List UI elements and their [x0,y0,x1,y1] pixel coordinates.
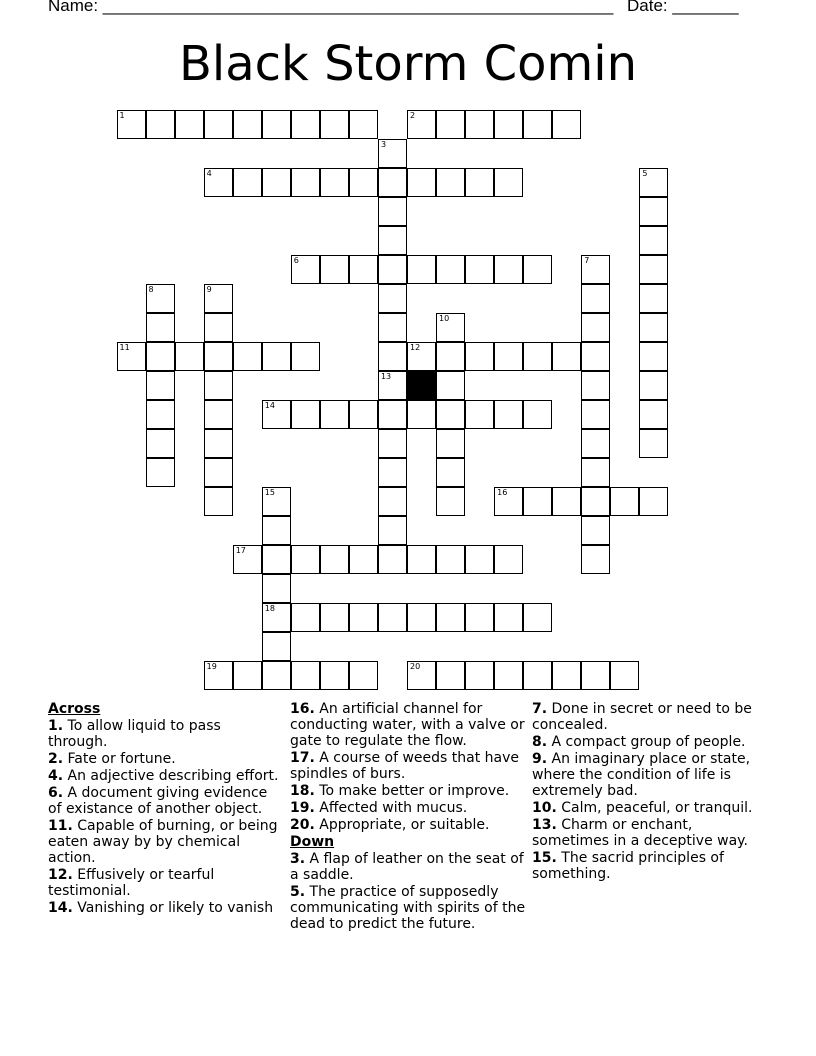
grid-cell[interactable] [581,313,610,342]
grid-cell[interactable] [494,603,523,632]
grid-cell[interactable] [146,429,175,458]
grid-cell[interactable] [233,342,262,371]
down-heading: Down [290,834,335,850]
clue-number: 2 [410,110,416,120]
grid-cell[interactable] [175,110,204,139]
grid-cell[interactable] [378,603,407,632]
grid-cell[interactable] [146,284,175,313]
across-clue: 14. Vanishing or likely to vanish [48,900,274,916]
grid-cell[interactable] [320,661,349,690]
black-square [407,371,436,400]
grid-cell[interactable] [146,313,175,342]
grid-cell[interactable] [204,661,233,690]
clue-number: 6 [293,255,299,265]
down-clue: 13. Charm or enchant, sometimes in a deceptive way. [532,817,748,849]
grid-cell[interactable] [581,342,610,371]
grid-cell[interactable] [378,516,407,545]
grid-cell[interactable] [581,661,610,690]
grid-cell[interactable] [407,342,436,371]
across-clue: 17. A course of weeds that have spindles of burs. [290,750,520,782]
grid-cell[interactable] [291,255,320,284]
grid-cell[interactable] [407,168,436,197]
down-clue: 7. Done in secret or need to be concealed. [532,701,752,733]
clue-number: 16 [497,488,508,498]
grid-cell[interactable] [436,400,465,429]
grid-cell[interactable] [436,168,465,197]
grid-cell[interactable] [436,545,465,574]
down-clue: 5. The practice of supposedly communicating with spirits of the dead to predict the future. [290,884,526,932]
grid-cell[interactable] [291,110,320,139]
grid-cell[interactable] [262,400,291,429]
grid-cell[interactable] [378,400,407,429]
grid-cell[interactable] [349,255,378,284]
grid-cell[interactable] [639,400,668,429]
grid-cell[interactable] [349,168,378,197]
grid-cell[interactable] [320,255,349,284]
across-clue: 2. Fate or fortune. [48,751,176,767]
grid-cell[interactable] [320,603,349,632]
grid-cell[interactable] [378,255,407,284]
grid-cell[interactable] [378,313,407,342]
grid-cell[interactable] [204,284,233,313]
grid-cell[interactable] [378,371,407,400]
puzzle-title: Black Storm Comin [178,36,638,92]
across-clue: 16. An artificial channel for conducting water, with a valve or gate to regulate the flow. [290,701,525,749]
grid-cell[interactable] [639,284,668,313]
grid-cell[interactable] [436,371,465,400]
grid-cell[interactable] [146,110,175,139]
grid-cell[interactable] [465,400,494,429]
grid-cell[interactable] [581,487,610,516]
grid-cell[interactable] [175,342,204,371]
grid-cell[interactable] [204,458,233,487]
grid-cell[interactable] [407,255,436,284]
grid-cell[interactable] [465,110,494,139]
grid-cell[interactable] [378,458,407,487]
grid-cell[interactable] [581,255,610,284]
across-clue: 4. An adjective describing effort. [48,768,279,784]
grid-cell[interactable] [407,661,436,690]
grid-cell[interactable] [204,313,233,342]
clue-number: 7 [584,255,590,265]
grid-cell[interactable] [117,342,146,371]
down-clue: 8. A compact group of people. [532,734,746,750]
grid-cell[interactable] [639,226,668,255]
grid-cell[interactable] [262,574,291,603]
across-clue: 18. To make better or improve. [290,783,510,799]
across-clue: 11. Capable of burning, or being eaten away by by chemical action. [48,818,278,866]
grid-cell[interactable] [407,110,436,139]
across-clue: 6. A document giving evidence of existance of another object. [48,785,268,817]
across-clue: 19. Affected with mucus. [290,800,468,816]
grid-cell[interactable] [291,342,320,371]
grid-cell[interactable] [407,400,436,429]
grid-cell[interactable] [233,110,262,139]
grid-cell[interactable] [523,661,552,690]
grid-cell[interactable] [494,342,523,371]
grid-cell[interactable] [581,516,610,545]
across-heading: Across [48,701,101,717]
grid-cell[interactable] [639,342,668,371]
grid-cell[interactable] [291,603,320,632]
grid-cell[interactable] [262,487,291,516]
grid-cell[interactable] [552,487,581,516]
grid-cell[interactable] [262,661,291,690]
grid-cell[interactable] [436,458,465,487]
grid-cell[interactable] [494,168,523,197]
grid-cell[interactable] [146,458,175,487]
name-line: Name: ______________________________________________________ [48,0,614,15]
grid-cell[interactable] [436,110,465,139]
grid-cell[interactable] [552,342,581,371]
clue-number: 12 [410,342,421,352]
grid-cell[interactable] [465,255,494,284]
grid-cell[interactable] [233,545,262,574]
clue-number: 1 [119,110,125,120]
grid-cell[interactable] [291,661,320,690]
grid-cell[interactable] [523,603,552,632]
grid-cell[interactable] [581,545,610,574]
grid-cell[interactable] [639,313,668,342]
across-clue: 20. Appropriate, or suitable. [290,817,490,833]
grid-cell[interactable] [639,429,668,458]
down-clue: 9. An imaginary place or state, where the condition of life is extremely bad. [532,751,751,799]
grid-cell[interactable] [639,168,668,197]
grid-cell[interactable] [407,603,436,632]
grid-cell[interactable] [204,110,233,139]
grid-cell[interactable] [378,342,407,371]
grid-cell[interactable] [262,632,291,661]
clue-number: 18 [264,604,275,614]
clue-number: 8 [148,284,154,294]
grid-cell[interactable] [349,603,378,632]
down-clue: 3. A flap of leather on the seat of a saddle. [290,851,524,883]
grid-cell[interactable] [262,168,291,197]
grid-cell[interactable] [436,255,465,284]
grid-cell[interactable] [204,371,233,400]
grid-cell[interactable] [436,429,465,458]
across-clue: 1. To allow liquid to pass through. [48,718,221,750]
grid-cell[interactable] [639,371,668,400]
grid-cell[interactable] [581,371,610,400]
grid-cell[interactable] [291,168,320,197]
grid-cell[interactable] [465,168,494,197]
grid-cell[interactable] [349,110,378,139]
grid-cell[interactable] [523,400,552,429]
grid-cell[interactable] [465,545,494,574]
grid-cell[interactable] [494,400,523,429]
grid-cell[interactable] [523,487,552,516]
grid-cell[interactable] [204,487,233,516]
grid-cell[interactable] [465,661,494,690]
clue-number: 14 [264,401,275,410]
grid-cell[interactable] [262,516,291,545]
clue-number: 15 [264,488,275,498]
grid-cell[interactable] [465,603,494,632]
clue-number: 13 [380,371,392,381]
grid-cell[interactable] [320,110,349,139]
grid-cell[interactable] [262,342,291,371]
across-clue: 12. Effusively or tearful testimonial. [48,867,215,899]
grid-cell[interactable] [146,371,175,400]
clue-number: 9 [206,284,212,294]
clue-number: 10 [439,313,450,323]
grid-cell[interactable] [378,139,407,168]
grid-cell[interactable] [262,545,291,574]
grid-cell[interactable] [349,661,378,690]
grid-cell[interactable] [523,255,552,284]
grid-cell[interactable] [552,110,581,139]
grid-cell[interactable] [320,545,349,574]
grid-cell[interactable] [494,487,523,516]
clue-number: 19 [206,662,217,672]
clue-number: 11 [119,342,130,352]
grid-cell[interactable] [146,342,175,371]
grid-cell[interactable] [320,168,349,197]
grid-cell[interactable] [552,661,581,690]
grid-cell[interactable] [233,168,262,197]
grid-cell[interactable] [291,545,320,574]
grid-cell[interactable] [639,255,668,284]
grid-cell[interactable] [320,400,349,429]
grid-cell[interactable] [378,487,407,516]
grid-cell[interactable] [262,110,291,139]
clue-number: 4 [206,168,212,178]
grid-cell[interactable] [349,400,378,429]
grid-cell[interactable] [262,603,291,632]
clue-number: 17 [235,546,246,556]
grid-cell[interactable] [349,545,378,574]
grid-cell[interactable] [378,168,407,197]
grid-cell[interactable] [581,458,610,487]
grid-cell[interactable] [610,661,639,690]
clues-column-3 [532,701,762,883]
clue-number: 20 [410,662,421,672]
grid-cell[interactable] [204,168,233,197]
grid-cell[interactable] [436,603,465,632]
grid-cell[interactable] [523,110,552,139]
grid-cell[interactable] [436,487,465,516]
clue-number: 3 [380,139,387,149]
down-clue: 15. The sacrid principles of something. [532,850,724,882]
grid-cell[interactable] [610,487,639,516]
clues-column-1 [48,701,284,917]
grid-cell[interactable] [494,255,523,284]
grid-cell[interactable] [494,545,523,574]
grid-cell[interactable] [378,429,407,458]
grid-cell[interactable] [639,197,668,226]
grid-cell[interactable] [204,400,233,429]
grid-cell[interactable] [146,400,175,429]
grid-cell[interactable] [436,342,465,371]
grid-cell[interactable] [378,226,407,255]
grid-cell[interactable] [407,545,436,574]
grid-cell[interactable] [204,342,233,371]
grid-cell[interactable] [436,313,465,342]
grid-cell[interactable] [581,284,610,313]
grid-cell[interactable] [378,545,407,574]
grid-cell[interactable] [204,429,233,458]
grid-cell[interactable] [581,400,610,429]
grid-cell[interactable] [639,487,668,516]
grid-cell[interactable] [233,661,262,690]
grid-cell[interactable] [465,342,494,371]
clues-column-2 [290,701,526,933]
date-line: Date: _______ [627,0,739,15]
clue-number: 5 [642,168,648,178]
grid-cell[interactable] [117,110,146,139]
grid-cell[interactable] [436,661,465,690]
grid-cell[interactable] [378,197,407,226]
grid-cell[interactable] [378,284,407,313]
grid-cell[interactable] [494,110,523,139]
grid-cell[interactable] [581,429,610,458]
grid-cell[interactable] [523,342,552,371]
down-clue: 10. Calm, peaceful, or tranquil. [532,800,753,816]
grid-cell[interactable] [494,661,523,690]
grid-cell[interactable] [291,400,320,429]
